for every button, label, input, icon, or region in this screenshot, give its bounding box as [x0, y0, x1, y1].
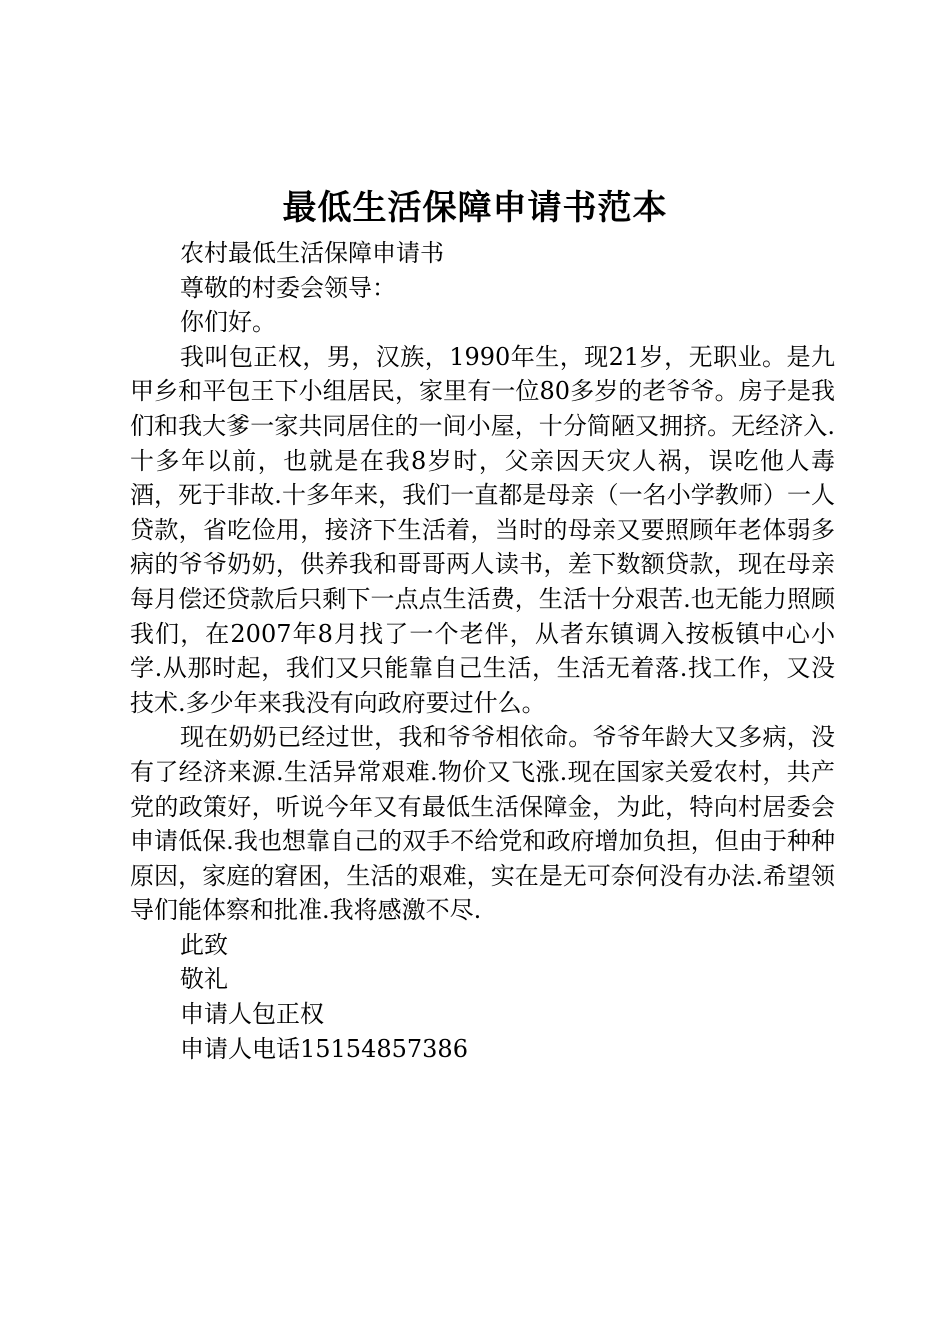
document-title: 最低生活保障申请书范本	[282, 188, 668, 228]
body-paragraph-2: 现在奶奶已经过世，我和爷爷相依命。爷爷年龄大又多病，没有了经济来源.生活异常艰难.物价又飞涨.现在国家关爱农村，共产党的政策好，听说今年又有最低生活保障金，为此，特向村居委会申请低保.我也想靠自己的双手不给党和政府增加负担，但由于种种原因，家庭的窘困，生活的艰难，实在是无可奈何没有办法.希望领导们能体察和批准.我将感激不尽.	[130, 723, 835, 925]
greeting: 你们好。	[180, 308, 276, 337]
salutation: 尊敬的村委会领导：	[180, 273, 396, 302]
closing-line-1: 此致	[180, 930, 228, 959]
document-body	[130, 236, 835, 1066]
closing-line-2: 敬礼	[180, 965, 228, 994]
applicant-phone: 申请人电话15154857386	[180, 1034, 468, 1063]
body-paragraph-1: 我叫包正权，男，汉族，1990年生，现21岁，无职业。是九甲乡和平包王下小组居民，家里有一位80多岁的老爷爷。房子是我们和我大爹一家共同居住的一间小屋，十分简陋又拥挤。无经济入.十多年以前，也就是在我8岁时，父亲因天灾人祸，误吃他人毒酒，死于非故.十多年来，我们一直都是母亲（一名小学教师）一人贷款，省吃俭用，接济下生活着，当时的母亲又要照顾年老体弱多病的爷爷奶奶，供养我和哥哥两人读书，差下数额贷款，现在母亲每月偿还贷款后只剩下一点点生活费，生活十分艰苦.也无能力照顾我们，在2007年8月找了一个老伴，从者东镇调入按板镇中心小学.从那时起，我们又只能靠自己生活，生活无着落.找工作，又没技术.多少年来我没有向政府要过什么。	[130, 342, 835, 717]
applicant-name: 申请人包正权	[180, 1000, 324, 1029]
document-subtitle: 农村最低生活保障申请书	[180, 239, 444, 267]
